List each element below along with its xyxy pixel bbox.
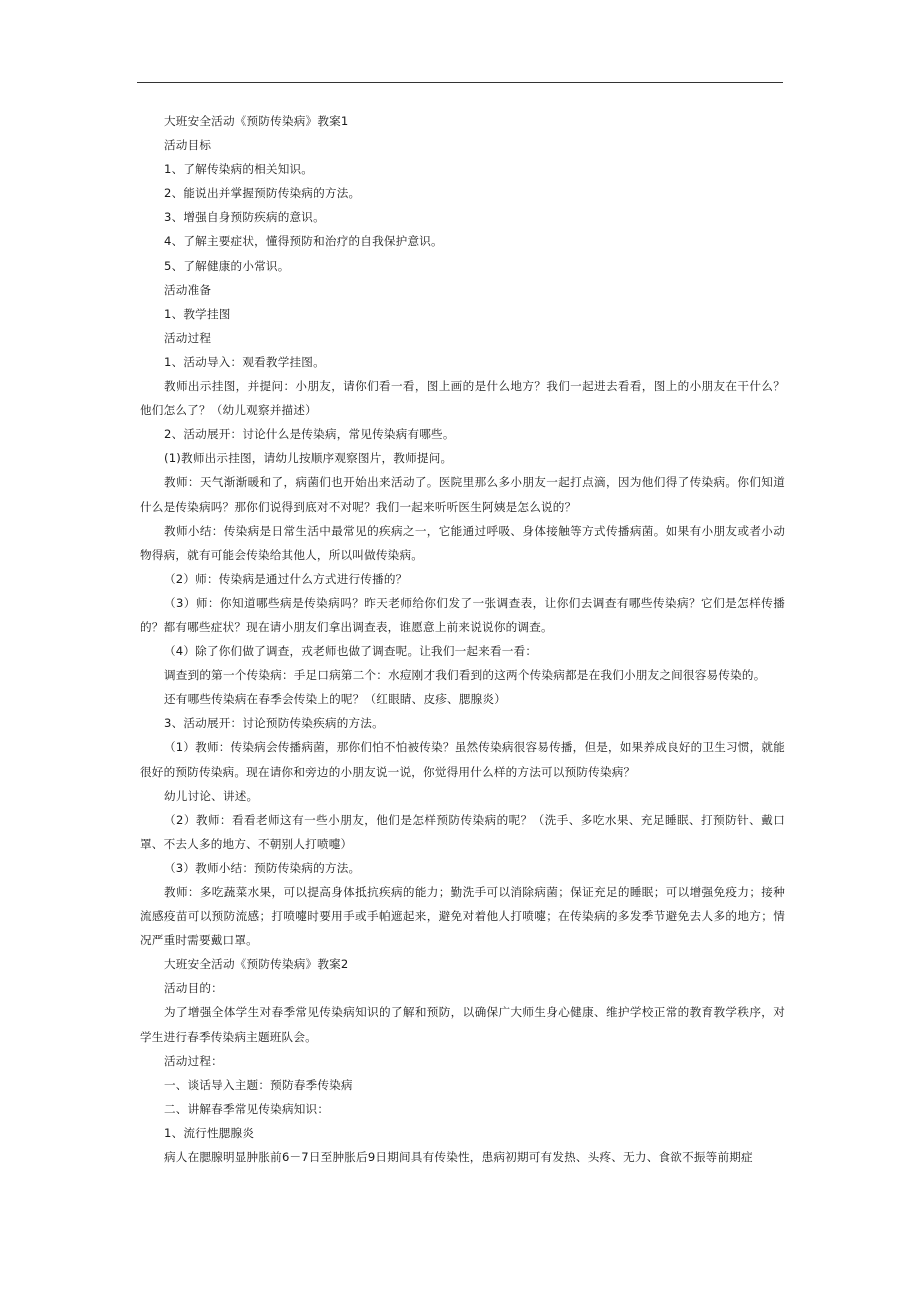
heading-lesson-1: 大班安全活动《预防传染病》教案1 bbox=[164, 114, 349, 128]
list-item: 二、讲解春季常见传染病知识： bbox=[164, 1101, 330, 1116]
list-item: 一、谈话导入主题：预防春季传染病 bbox=[164, 1077, 353, 1092]
paragraph: （4）除了你们做了调查，戎老师也做了调查呢。让我们一起来看一看： bbox=[164, 644, 538, 659]
paragraph: 教师：天气渐渐暖和了，病菌们也开始出来活动了。医院里那么多小朋友一起打点滴，因为他们得了传染病。你们知道什么是传染病吗？那你们说得到底对不对呢？我们一起来听听医生阿姨是怎么说的？ bbox=[140, 475, 785, 514]
paragraph: （3）教师小结：预防传染病的方法。 bbox=[164, 860, 361, 875]
paragraph: 教师：多吃蔬菜水果，可以提高身体抵抗疾病的能力；勤洗手可以消除病菌；保证充足的睡眠；可以增强免疫力；接种流感疫苗可以预防流感；打喷嚏时要用手或手帕遮起来，避免对着他人打喷嚏；在传染病的多发季节避免去人多的地方；情况严重时需要戴口罩。 bbox=[140, 885, 785, 948]
paragraph: 还有哪些传染病在春季会传染上的呢？（红眼睛、皮疹、腮腺炎） bbox=[164, 692, 507, 707]
list-item: 1、教学挂图 bbox=[164, 306, 231, 321]
section-heading: 活动目的： bbox=[164, 981, 223, 996]
paragraph: （2）教师：看看老师这有一些小朋友，他们是怎样预防传染病的呢？（洗手、多吃水果、充足睡眠、打预防针、戴口罩、不去人多的地方、不朝别人打喷嚏） bbox=[140, 812, 785, 851]
paragraph: 教师出示挂图，并提问：小朋友，请你们看一看，图上画的是什么地方？我们一起进去看看，图上的小朋友在干什么？他们怎么了？（幼儿观察并描述） bbox=[140, 379, 785, 418]
paragraph: 教师小结：传染病是日常生活中最常见的疾病之一，它能通过呼吸、身体接触等方式传播病菌。如果有小朋友或者小动物得病，就有可能会传染给其他人，所以叫做传染病。 bbox=[140, 523, 785, 562]
section-heading: 活动目标 bbox=[164, 138, 212, 153]
paragraph: 2、活动展开：讨论什么是传染病，常见传染病有哪些。 bbox=[164, 427, 455, 442]
paragraph: 3、活动展开：讨论预防传染疾病的方法。 bbox=[164, 716, 384, 731]
paragraph: 调查到的第一个传染病：手足口病第二个：水痘刚才我们看到的这两个传染病都是在我们小朋友之间很容易传染的。 bbox=[164, 668, 766, 683]
paragraph: 为了增强全体学生对春季常见传染病知识的了解和预防，以确保广大师生身心健康、维护学校正常的教育教学秩序，对学生进行春季传染病主题班队会。 bbox=[140, 1005, 785, 1044]
list-item: 4、了解主要症状，懂得预防和治疗的自我保护意识。 bbox=[164, 234, 443, 249]
list-item: 1、了解传染病的相关知识。 bbox=[164, 162, 314, 177]
paragraph: 幼儿讨论、讲述。 bbox=[164, 788, 259, 803]
list-item: 1、流行性腮腺炎 bbox=[164, 1125, 255, 1140]
list-item: 5、了解健康的小常识。 bbox=[164, 258, 290, 273]
paragraph: （2）师：传染病是通过什么方式进行传播的？ bbox=[164, 571, 408, 586]
heading-lesson-2: 大班安全活动《预防传染病》教案2 bbox=[164, 957, 349, 972]
section-heading: 活动过程 bbox=[164, 330, 212, 345]
paragraph: 1、活动导入：观看教学挂图。 bbox=[164, 354, 325, 369]
document-body bbox=[140, 109, 785, 1169]
section-heading: 活动过程： bbox=[164, 1053, 223, 1068]
paragraph: （3）师：你知道哪些病是传染病吗？昨天老师给你们发了一张调查表，让你们去调查有哪些传染病？它们是怎样传播的？都有哪些症状？现在请小朋友们拿出调查表，谁愿意上前来说说你的调查。 bbox=[140, 595, 785, 634]
paragraph: （1）教师：传染病会传播病菌，那你们怕不怕被传染？虽然传染病很容易传播，但是，如果养成良好的卫生习惯，就能很好的预防传染病。现在请你和旁边的小朋友说一说，你觉得用什么样的方法可以预防传染病？ bbox=[140, 740, 785, 779]
paragraph: 病人在腮腺明显肿胀前6－7日至肿胀后9日期间具有传染性，患病初期可有发热、头疼、无力、食欲不振等前期症 bbox=[164, 1150, 753, 1165]
list-item: 3、增强自身预防疾病的意识。 bbox=[164, 210, 325, 225]
header-rule bbox=[137, 82, 783, 83]
paragraph: (1)教师出示挂图，请幼儿按顺序观察图片，教师提问。 bbox=[164, 451, 453, 466]
section-heading: 活动准备 bbox=[164, 282, 212, 297]
list-item: 2、能说出并掌握预防传染病的方法。 bbox=[164, 186, 361, 201]
